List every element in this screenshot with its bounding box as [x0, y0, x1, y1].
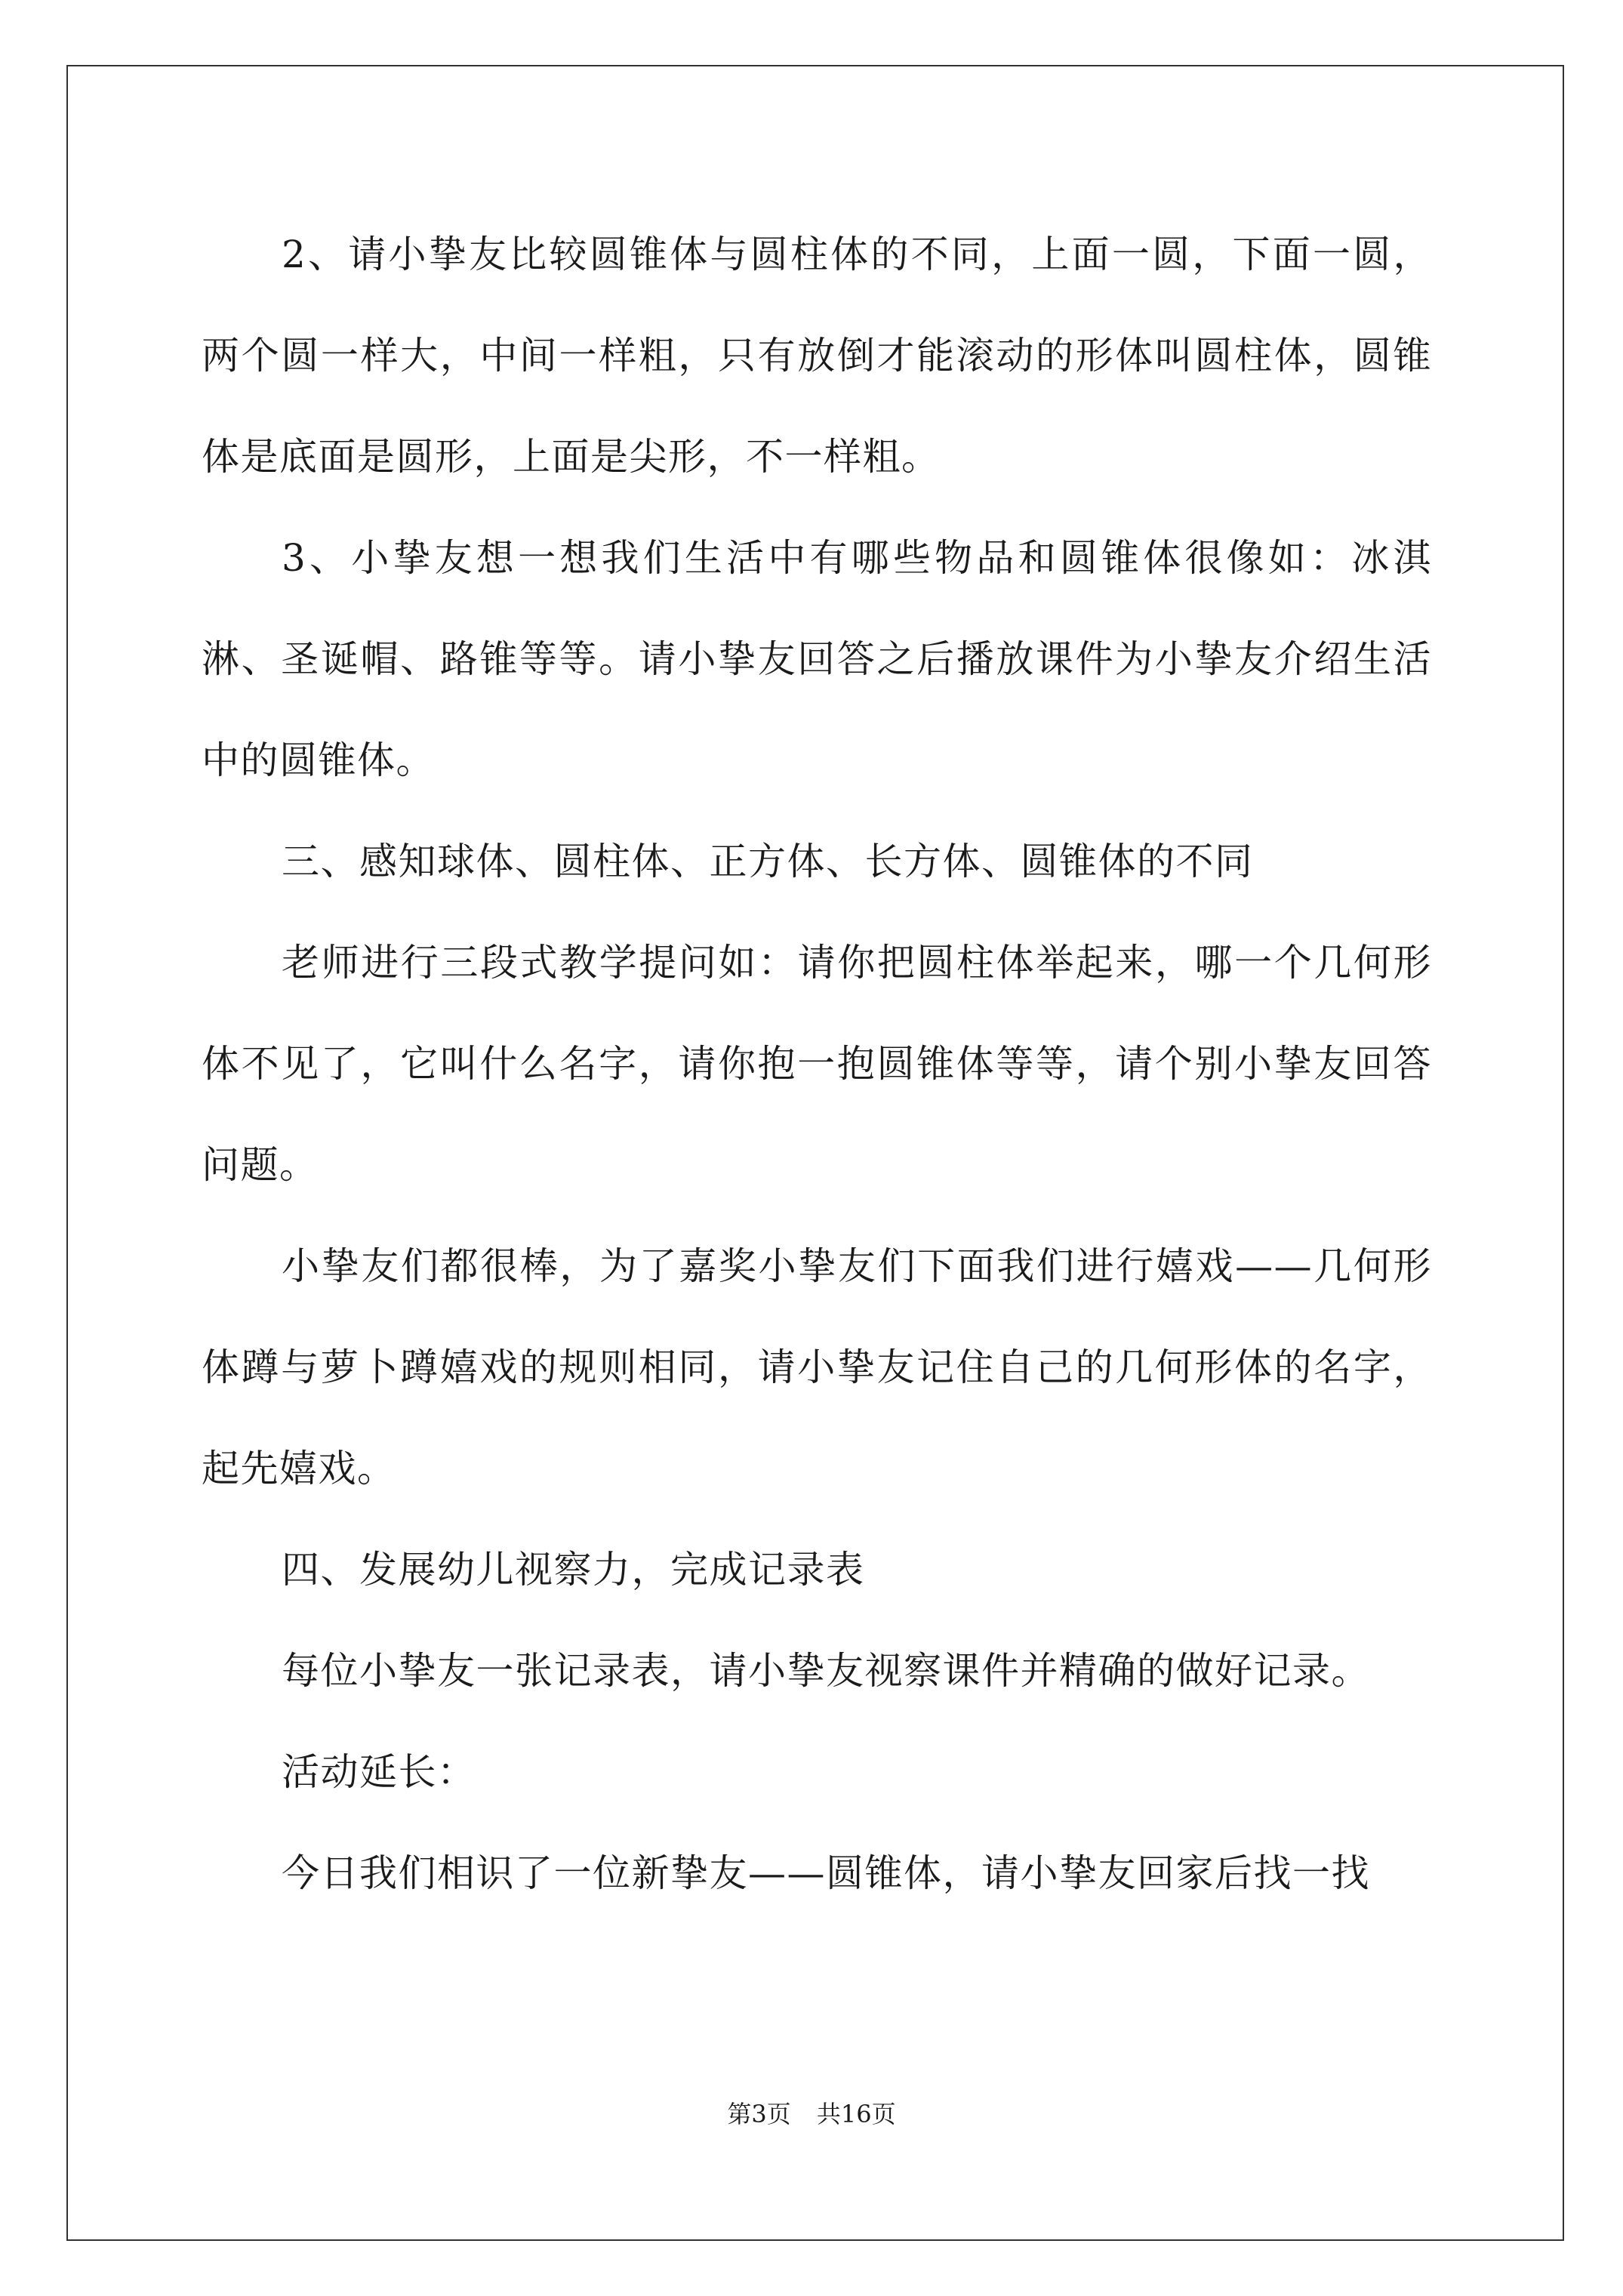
page-number: 第3页 [727, 2100, 791, 2128]
paragraph: 2、请小挚友比较圆锥体与圆柱体的不同，上面一圆，下面一圆，两个圆一样大，中间一样粗，只有放倒才能滚动的形体叫圆柱体，圆锥体是底面是圆形，上面是尖形，不一样粗。 [202, 233, 1432, 479]
document-body [202, 204, 1432, 1924]
paragraph: 今日我们相识了一位新挚友——圆锥体，请小挚友回家后找一找 [282, 1851, 1370, 1895]
page-total: 共16页 [816, 2100, 896, 2128]
paragraph: 小挚友们都很棒，为了嘉奖小挚友们下面我们进行嬉戏——几何形体蹲与萝卜蹲嬉戏的规则相同，请小挚友记住自己的几何形体的名字，起先嬉戏。 [202, 1244, 1432, 1490]
page-footer [0, 2095, 1623, 2130]
paragraph: 3、小挚友想一想我们生活中有哪些物品和圆锥体很像如：冰淇淋、圣诞帽、路锥等等。请小挚友回答之后播放课件为小挚友介绍生活中的圆锥体。 [202, 536, 1432, 782]
section-heading: 三、感知球体、圆柱体、正方体、长方体、圆锥体的不同 [282, 840, 1254, 883]
paragraph: 每位小挚友一张记录表，请小挚友视察课件并精确的做好记录。 [282, 1649, 1370, 1693]
paragraph: 活动延长： [282, 1750, 476, 1794]
paragraph: 老师进行三段式教学提问如：请你把圆柱体举起来，哪一个几何形体不见了，它叫什么名字，请你抱一抱圆锥体等等，请个别小挚友回答问题。 [202, 941, 1432, 1187]
section-heading: 四、发展幼儿视察力，完成记录表 [282, 1548, 865, 1592]
